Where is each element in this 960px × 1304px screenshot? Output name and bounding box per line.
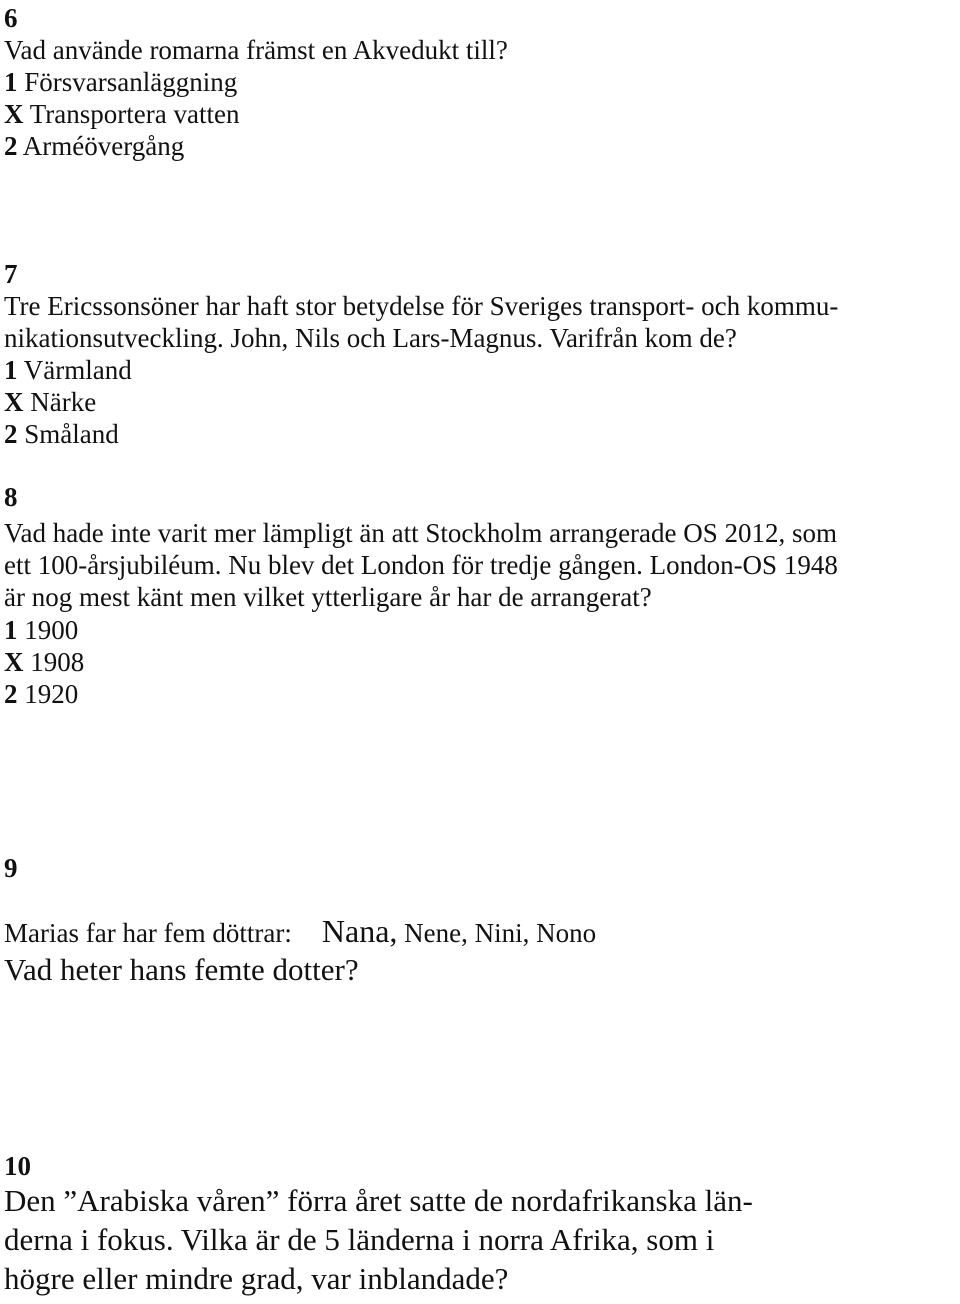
option-key: 1 (4, 67, 18, 97)
question-10-text-line-3: högre eller mindre grad, var inblandade? (4, 1261, 509, 1296)
question-6-option-x (4, 98, 239, 130)
question-10-text-line-2: derna i fokus. Vilka är de 5 länderna i norra Afrika, som i (4, 1222, 715, 1257)
question-6-option-1 (4, 66, 237, 98)
option-label: Småland (24, 419, 119, 449)
question-7-text-line-2: nikationsutveckling. John, Nils och Lars-Magnus. Varifrån kom de? (4, 323, 737, 353)
question-7-text-line-1: Tre Ericssonsöner har haft stor betydelse för Sveriges transport- och kommu- (4, 291, 839, 321)
option-key: X (4, 647, 24, 677)
option-key: X (4, 99, 24, 129)
question-6-option-2 (4, 130, 184, 162)
option-label: Arméövergång (22, 131, 185, 161)
option-label: 1908 (30, 647, 85, 677)
question-10-number: 10 (4, 1151, 31, 1181)
question-7-option-2 (4, 418, 119, 450)
question-9-lead-line (4, 915, 596, 949)
question-8-text-line-3: är nog mest känt men vilket ytterligare år har de arrangerat? (4, 582, 652, 612)
question-9-number: 9 (4, 853, 18, 883)
question-9-first-name: Nana, (321, 913, 398, 949)
question-8-option-x (4, 646, 84, 678)
option-label: 1900 (24, 615, 79, 645)
question-9-lead: Marias far har fem döttrar: (4, 918, 292, 948)
option-label: Värmland (23, 355, 132, 385)
option-label: Försvarsanläggning (24, 67, 238, 97)
question-8-number: 8 (4, 482, 18, 512)
question-6-text: Vad använde romarna främst en Akvedukt till? (4, 35, 508, 65)
question-10-text-line-1: Den ”Arabiska våren” förra året satte de nordafrikanska län- (4, 1183, 753, 1218)
question-7-number: 7 (4, 259, 18, 289)
question-6-number: 6 (4, 3, 18, 33)
option-key: 2 (4, 419, 18, 449)
option-label: Transportera vatten (29, 99, 240, 129)
question-8-text-line-2: ett 100-årsjubiléum. Nu blev det London för tredje gången. London-OS 1948 (4, 550, 838, 580)
option-key: 1 (4, 615, 18, 645)
question-8-text-line-1: Vad hade inte varit mer lämpligt än att Stockholm arrangerade OS 2012, som (4, 518, 838, 548)
option-label: 1920 (24, 679, 79, 709)
option-label: Närke (30, 387, 97, 417)
question-9-other-names: Nene, Nini, Nono (404, 918, 597, 948)
question-9-question: Vad heter hans femte dotter? (4, 952, 359, 987)
question-7-option-1 (4, 354, 132, 386)
option-key: X (4, 387, 24, 417)
option-key: 2 (4, 679, 18, 709)
question-7-option-x (4, 386, 96, 418)
question-8-option-2 (4, 678, 78, 710)
option-key: 2 (4, 131, 18, 161)
question-8-option-1 (4, 614, 78, 646)
option-key: 1 (4, 355, 18, 385)
